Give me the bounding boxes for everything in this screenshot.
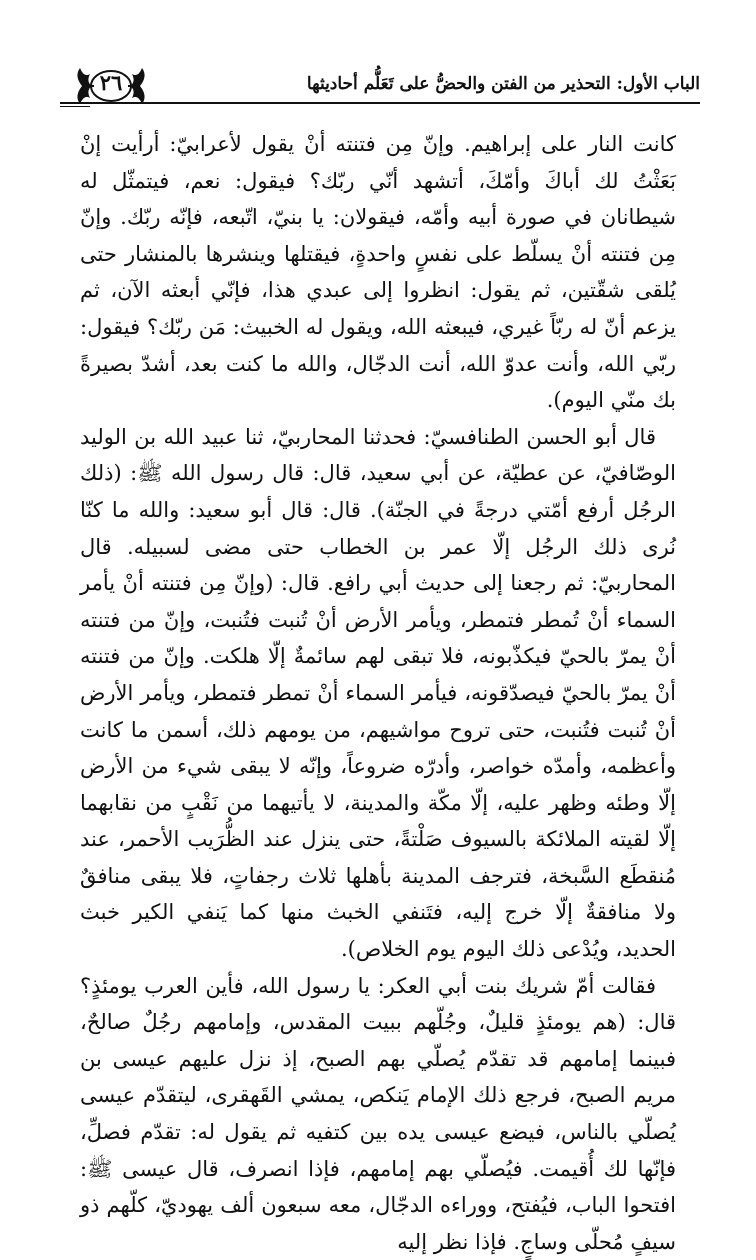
body-text bbox=[80, 126, 676, 1260]
header-rule-short bbox=[60, 106, 90, 107]
chapter-title: الباب الأول: التحذير من الفتن والحضُّ على تَعَلُّم أحاديثها bbox=[306, 74, 700, 94]
running-header bbox=[60, 58, 700, 114]
header-rule bbox=[60, 102, 700, 104]
paragraph: فقالت أمّ شريك بنت أبي العكر: يا رسول الله، فأين العرب يومئذٍ؟ قال: (هم يومئذٍ قليلٌ، وجُلّهم ببيت المقدس، وإمامهم رجُلٌ صالحٌ، فبينما إمامهم قد تقدّم يُصلّي بهم الصبح، إذ نزل عليهم عيسى بن مريم الصبح، فرجع ذلك الإمام يَنكص، يمشي القَهقرى، ليتقدّم عيسى يُصلّي بالناس، فيضع عيسى يده بين كتفيه ثم يقول له: تقدّم فصلِّ، فإنّها لك أُقيمت. فيُصلّي بهم إمامهم، فإذا انصرف، قال عيسى ﷺ: افتحوا الباب، فيُفتح، ووراءه الدجّال، معه سبعون ألف يهوديّ، كلّهم ذو سيفٍ مُحلّى وساجٍ. فإذا نظر إليه bbox=[80, 973, 677, 1254]
page-number: ٢٦ bbox=[99, 70, 123, 95]
paragraph: قال أبو الحسن الطنافسيّ: فحدثنا المحاربيّ، ثنا عبيد الله بن الوليد الوصّافيّ، عن عطيّة، عن أبي سعيد، قال: قال رسول الله ﷺ: (ذلك الرجُل أرفع أمّتي درجةً في الجنّة). قال: قال أبو سعيد: والله ما كنّا نُرى ذلك الرجُل إلّا عمر بن الخطاب حتى مضى لسبيله. قال المحاربيّ: ثم رجعنا إلى حديث أبي رافع. قال: (وإنّ مِن فتنته أنْ يأمر السماء أنْ تُمطر فتمطر، ويأمر الأرض أنْ تُنبت فتُنبت، وإنّ من فتنته أنْ يمرّ بالحيّ فيكذّبونه، فلا تبقى لهم سائمةٌ إلّا هلكت. وإنّ من فتنته أنْ يمرّ بالحيّ فيصدّقونه، فيأمر السماء أنْ تمطر فتمطر، ويأمر الأرض أنْ تُنبت فتُنبت، حتى تروح مواشيهم، من يومهم ذلك، أسمن ما كانت وأعظمه، وأمدّه خواصر، وأدرّه ضروعاً، وإنّه لا يبقى شيء من الأرض إلّا وطئه وظهر عليه، إلّا مكّة والمدينة، لا يأتيهما من نَقْبٍ من نقابهما إلّا لقيته الملائكة بالسيوف صَلْتةً، حتى ينزل عند الظُّرَيب الأحمر، عند مُنقطَع السَّبخة، فترجف المدينة بأهلها ثلاث رجفاتٍ، فلا يبقى منافقٌ ولا منافقةٌ إلّا خرج إليه، فتَنفي الخبث منها كما يَنفي الكير خبث الحديد، ويُدْعى ذلك اليوم يوم الخلاص). bbox=[80, 424, 676, 962]
paragraph: كانت النار على إبراهيم. وإنّ مِن فتنته أنْ يقول لأعرابيّ: أرأيت إنْ بَعَثْتُ لك أباكَ وأمّكَ، أتشهد أنّي ربّك؟ فيقول: نعم، فيتمثّل له شيطانان في صورة أبيه وأمّه، فيقولان: يا بنيّ، اتّبعه، فإنّه ربّك. وإنّ مِن فتنته أنْ يسلّط على نفسٍ واحدةٍ، فيقتلها وينشرها بالمنشار حتى يُلقى شقّتين، ثم يقول: انظروا إلى عبدي هذا، فإنّي أبعثه الآن، ثم يزعم أنّ له ربّاً غيري، فيبعثه الله، ويقول له الخبيث: مَن ربّك؟ فيقول: ربّي الله، وأنت عدوّ الله، أنت الدجّال، والله ما كنت بعد، أشدّ بصيرةً بك منّي اليوم). bbox=[80, 132, 676, 413]
